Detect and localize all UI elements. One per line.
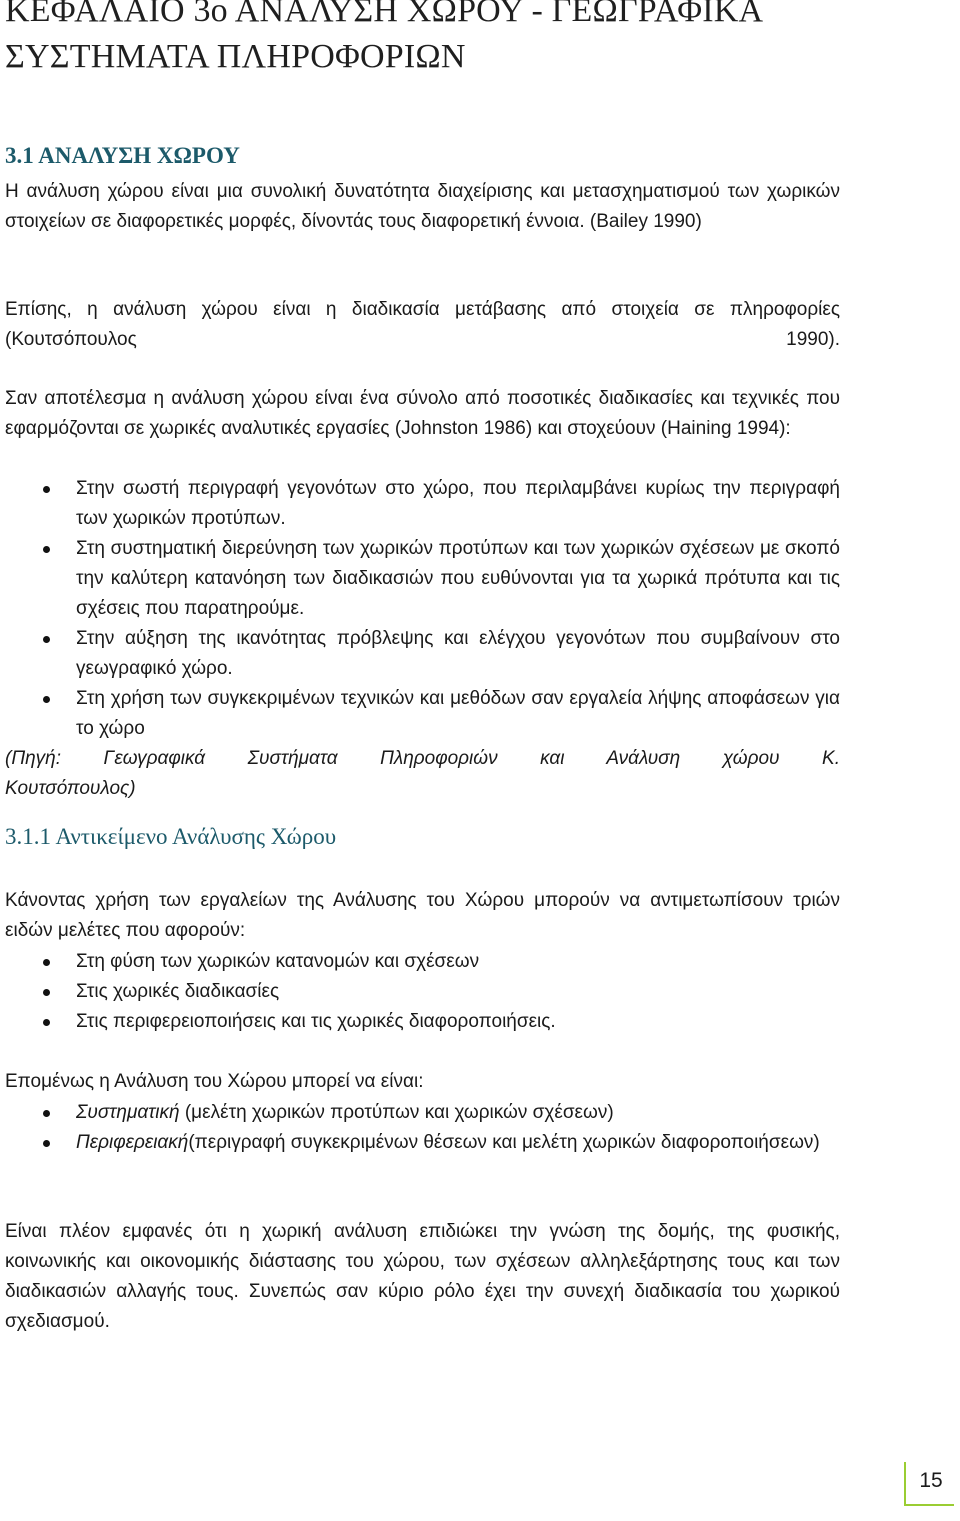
chapter-title: ΚΕΦΑΛΑΙΟ 3ο ΑΝΑΛΥΣΗ ΧΩΡΟΥ - ΓΕΩΓΡΑΦΙΚΑ ΣΥΣΤΗΜΑΤΑ ΠΛΗΡΟΦΟΡΙΩΝ [5, 0, 762, 75]
paragraph-intro: Κάνοντας χρήση των εργαλείων της Ανάλυσης του Χώρου μπορούν να αντιμετωπίσουν τριών ειδών μελέτες που αφορούν: [5, 890, 840, 941]
source-citation-line: (Πηγή: Γεωγραφικά Συστήματα Πληροφοριών και Ανάλυση χώρου Κ. [5, 748, 840, 769]
type-term: Περιφερειακή [76, 1132, 189, 1153]
types-list [0, 1098, 840, 1158]
list-item [0, 624, 840, 684]
paragraph-process: Επίσης, η ανάλυση χώρου είναι η διαδικασία μετάβασης από στοιχεία σε πληροφορίες (Κουτσόπουλος 1990). [5, 299, 840, 350]
bullet-icon [43, 486, 50, 493]
page-number: 15 [919, 1469, 943, 1492]
paragraph-conclusion: Είναι πλέον εμφανές ότι η χωρική ανάλυση επιδιώκει την γνώση της δομής, της φυσικής, κοινωνικής και οικονομικής διάστασης του χώρου, των σχέσεων αλληλεξάρτησης τους και των διαδικασιών αλλαγής τους. Συνεπώς σαν κύριο ρόλο έχει την συνεχή διαδικασία του χωρικού σχεδιασμού. [5, 1221, 840, 1332]
paragraph-definition: Η ανάλυση χώρου είναι μια συνολική δυνατότητα διαχείρισης και μετασχηματισμού των χωρικών στοιχείων σε διαφορετικές μορφές, δίνοντάς τους διαφορετική έννοια. (Bailey 1990) [5, 181, 840, 232]
bullet-icon [43, 989, 50, 996]
bullet-icon [43, 636, 50, 643]
section-title: 3.1 ΑΝΑΛΥΣΗ ΧΩΡΟΥ [5, 143, 240, 168]
studies-list [0, 947, 840, 1037]
aims-list [0, 474, 840, 744]
bullet-icon [43, 1019, 50, 1026]
list-item [0, 947, 840, 977]
bullet-icon [43, 1140, 50, 1147]
paragraph-types-intro: Επομένως η Ανάλυση του Χώρου μπορεί να είναι: [5, 1071, 424, 1092]
page-number-box [904, 1462, 954, 1506]
list-item-text: Στις περιφερειοποιήσεις και τις χωρικές διαφοροποιήσεις. [76, 1011, 556, 1032]
bullet-icon [43, 959, 50, 966]
list-item-text: Στη χρήση των συγκεκριμένων τεχνικών και μεθόδων σαν εργαλεία λήψης αποφάσεων για το χώρο [76, 688, 840, 739]
bullet-icon [43, 696, 50, 703]
list-item-text: Στην αύξηση της ικανότητας πρόβλεψης και ελέγχου γεγονότων που συμβαίνουν στο γεωγραφικό χώρο. [76, 628, 840, 679]
subsection-title: 3.1.1 Αντικείμενο Ανάλυσης Χώρου [5, 824, 337, 849]
list-item [0, 1128, 840, 1158]
list-item [0, 684, 840, 744]
list-item [0, 1098, 840, 1128]
bullet-icon [43, 546, 50, 553]
list-item-text: Στη φύση των χωρικών κατανομών και σχέσεων [76, 951, 480, 972]
type-term: Συστηματική [76, 1102, 180, 1123]
list-item-text: Στις χωρικές διαδικασίες [76, 981, 280, 1002]
list-item [0, 474, 840, 534]
type-description: (μελέτη χωρικών προτύπων και χωρικών σχέσεων) [179, 1102, 614, 1123]
source-citation-line: Κουτσόπουλος) [5, 778, 136, 799]
list-item [0, 1007, 840, 1037]
bullet-icon [43, 1110, 50, 1117]
list-item-text: Στη συστηματική διερεύνηση των χωρικών προτύπων και των χωρικών σχέσεων με σκοπό την καλύτερη κατανόηση των διαδικασιών που ευθύνονται για τα χωρικά πρότυπα και τις σχέσεις που παρατηρούμε. [76, 538, 840, 619]
paragraph-result: Σαν αποτέλεσμα η ανάλυση χώρου είναι ένα σύνολο από ποσοτικές διαδικασίες και τεχνικές που εφαρμόζονται σε χωρικές αναλυτικές εργασίες (Johnston 1986) και στοχεύουν (Haining 1994): [5, 388, 840, 439]
source-citation [5, 744, 840, 804]
list-item [0, 977, 840, 1007]
list-item-text: Στην σωστή περιγραφή γεγονότων στο χώρο, που περιλαμβάνει κυρίως την περιγραφή των χωρικών προτύπων. [76, 478, 840, 529]
type-description: (περιγραφή συγκεκριμένων θέσεων και μελέτη χωρικών διαφοροποιήσεων) [188, 1132, 820, 1153]
list-item [0, 534, 840, 624]
